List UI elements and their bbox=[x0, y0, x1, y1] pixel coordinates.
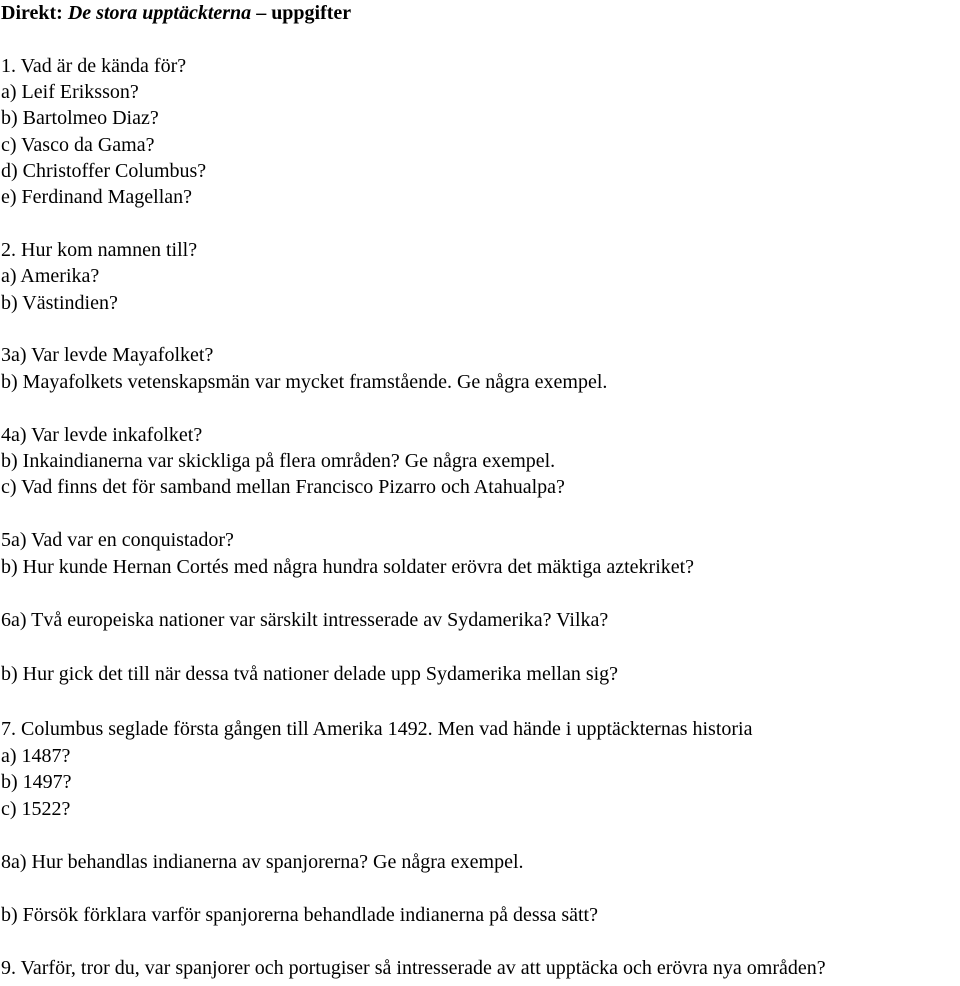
question-3b: b) Mayafolkets vetenskapsmän var mycket framstående. Ge några exempel. bbox=[1, 371, 608, 393]
question-3a: 3a) Var levde Mayafolket? bbox=[1, 344, 214, 366]
question-2b: b) Västindien? bbox=[1, 292, 118, 314]
title-book-name: De stora upptäckterna bbox=[67, 2, 252, 24]
question-1: 1. Vad är de kända för? bbox=[1, 55, 187, 77]
worksheet-title bbox=[1, 0, 351, 27]
question-4c: c) Vad finns det för samband mellan Francisco Pizarro och Atahualpa? bbox=[1, 476, 565, 498]
title-prefix: Direkt: bbox=[1, 2, 63, 24]
title-dash: – bbox=[256, 2, 267, 24]
question-6b: b) Hur gick det till när dessa två nationer delade upp Sydamerika mellan sig? bbox=[1, 663, 619, 685]
question-5a: 5a) Vad var en conquistador? bbox=[1, 529, 234, 551]
question-2: 2. Hur kom namnen till? bbox=[1, 239, 198, 261]
question-7: 7. Columbus seglade första gången till Amerika 1492. Men vad hände i upptäckternas historia bbox=[1, 718, 753, 740]
question-4a: 4a) Var levde inkafolket? bbox=[1, 424, 203, 446]
question-2a: a) Amerika? bbox=[1, 265, 100, 287]
question-7a: a) 1487? bbox=[1, 745, 71, 767]
question-1d: d) Christoffer Columbus? bbox=[1, 160, 207, 182]
question-1b: b) Bartolmeo Diaz? bbox=[1, 107, 159, 129]
question-5b: b) Hur kunde Hernan Cortés med några hundra soldater erövra det mäktiga aztekriket? bbox=[1, 556, 695, 578]
question-1a: a) Leif Eriksson? bbox=[1, 81, 139, 103]
question-7b: b) 1497? bbox=[1, 771, 72, 793]
title-suffix: uppgifter bbox=[271, 2, 352, 24]
question-4b: b) Inkaindianerna var skickliga på flera områden? Ge några exempel. bbox=[1, 450, 556, 472]
question-8b: b) Försök förklara varför spanjorerna behandlade indianerna på dessa sätt? bbox=[1, 904, 598, 926]
question-6a: 6a) Två europeiska nationer var särskilt intresserade av Sydamerika? Vilka? bbox=[1, 609, 609, 631]
question-8a: 8a) Hur behandlas indianerna av spanjorerna? Ge några exempel. bbox=[1, 851, 524, 873]
question-1c: c) Vasco da Gama? bbox=[1, 134, 155, 156]
question-9: 9. Varför, tror du, var spanjorer och portugiser så intresserade av att upptäcka och erövra nya områden? bbox=[1, 957, 826, 979]
question-7c: c) 1522? bbox=[1, 798, 71, 820]
question-1e: e) Ferdinand Magellan? bbox=[1, 186, 193, 208]
